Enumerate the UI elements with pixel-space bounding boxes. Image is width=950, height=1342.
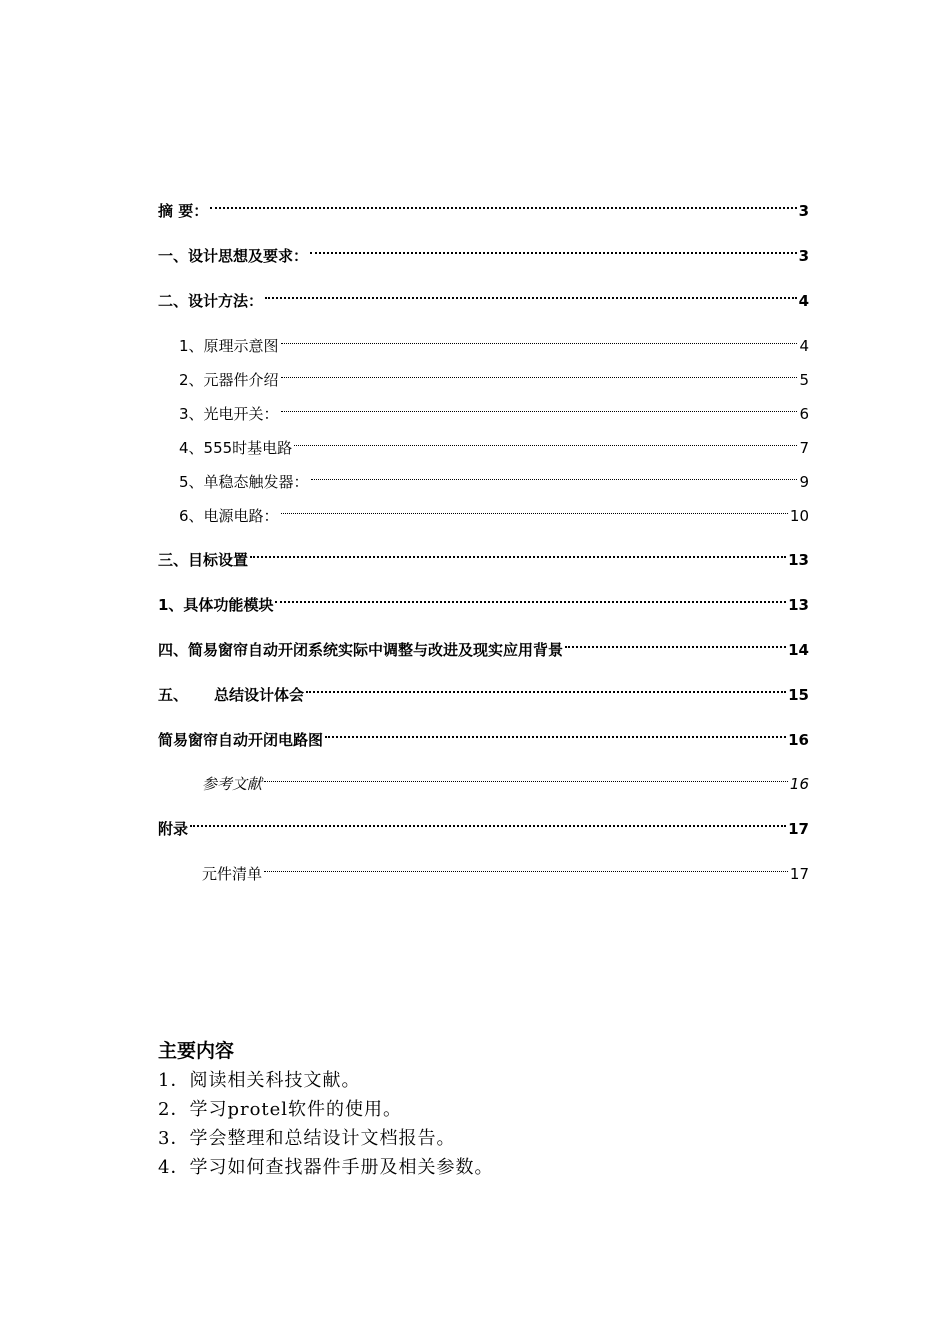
toc-entry-label: 参考文献 [202, 775, 263, 793]
main-content-section [158, 1036, 808, 1182]
toc-leader-dots [565, 646, 786, 648]
toc-entry-label-prefix: 五、 [158, 686, 189, 704]
toc-entry-page: 15 [788, 686, 809, 704]
toc-leader-dots [281, 411, 798, 412]
toc-entry-label: 四、简易窗帘自动开闭系统实际中调整与改进及现实应用背景 [158, 641, 564, 659]
main-content-item: 3．学会整理和总结设计文档报告。 [158, 1128, 456, 1149]
toc-entry-page: 4 [798, 292, 809, 310]
toc-entry-label: 三、目标设置 [158, 551, 249, 569]
toc-entry-page: 16 [788, 731, 809, 749]
toc-leader-dots [306, 691, 786, 693]
toc-entry-label: 附录 [158, 820, 189, 838]
toc-entry-function-modules[interactable] [158, 590, 809, 620]
toc-leader-dots [264, 781, 788, 782]
toc-entry-circuit-diagram[interactable] [158, 725, 809, 755]
main-content-item: 2．学习protel软件的使用。 [158, 1099, 403, 1120]
toc-leader-dots [275, 601, 786, 603]
toc-entry-label: 2、元器件介绍 [179, 371, 279, 389]
toc-entry-page: 10 [789, 507, 809, 525]
toc-leader-dots [265, 297, 797, 299]
toc-entry-page: 4 [799, 337, 809, 355]
toc-entry-page: 7 [799, 439, 809, 457]
toc-entry-page: 17 [788, 820, 809, 838]
toc-leader-dots [281, 343, 798, 344]
toc-entry-label: 3、光电开关： [179, 405, 279, 423]
toc-leader-dots [310, 252, 797, 254]
main-content-item: 1．阅读相关科技文献。 [158, 1070, 361, 1091]
main-content-item: 4．学习如何查找器件手册及相关参数。 [158, 1157, 494, 1178]
toc-entry-label: 一、设计思想及要求： [158, 247, 309, 265]
toc-entry-label: 6、电源电路： [179, 507, 279, 525]
toc-entry-label: 简易窗帘自动开闭电路图 [158, 731, 324, 749]
toc-leader-dots [190, 825, 786, 827]
toc-entry-page: 17 [789, 865, 809, 883]
toc-entry-label: 二、设计方法： [158, 292, 264, 310]
toc-entry-schematic[interactable] [179, 331, 809, 361]
toc-entry-label: 元件清单 [202, 865, 263, 883]
toc-leader-dots [281, 513, 788, 514]
toc-entry-page: 13 [788, 551, 809, 569]
toc-entry-label: 4、555时基电路 [179, 439, 293, 457]
toc-entry-design-idea[interactable] [158, 241, 809, 271]
toc-entry-page: 3 [798, 247, 809, 265]
toc-entry-label: 1、原理示意图 [179, 337, 279, 355]
toc-leader-dots [210, 207, 796, 209]
toc-entry-component-list[interactable] [202, 859, 809, 889]
main-content-title: 主要内容 [158, 1040, 235, 1062]
toc-entry-label: 1、具体功能模块 [158, 596, 274, 614]
toc-entry-page: 3 [798, 202, 809, 220]
toc-entry-power-circuit[interactable] [179, 501, 809, 531]
toc-entry-page: 13 [788, 596, 809, 614]
toc-entry-appendix[interactable] [158, 814, 809, 844]
toc-leader-dots [264, 871, 788, 872]
toc-entry-target-settings[interactable] [158, 545, 809, 575]
toc-entry-page: 5 [799, 371, 809, 389]
toc-leader-dots [250, 556, 786, 558]
toc-entry-components[interactable] [179, 365, 809, 395]
toc-leader-dots [281, 377, 798, 378]
toc-entry-page: 6 [799, 405, 809, 423]
toc-entry-label: 5、单稳态触发器： [179, 473, 309, 491]
toc-entry-adjustment-improvement[interactable] [158, 635, 809, 665]
toc-entry-references[interactable] [202, 769, 809, 799]
toc-entry-page: 16 [789, 775, 809, 793]
toc-leader-dots [325, 736, 786, 738]
toc-entry-page: 14 [788, 641, 809, 659]
toc-entry-monostable[interactable] [179, 467, 809, 497]
toc-entry-abstract[interactable] [158, 196, 809, 226]
toc-leader-dots [294, 445, 797, 446]
toc-entry-label: 总结设计体会 [214, 686, 305, 704]
toc-entry-label: 摘 要： [158, 202, 209, 220]
toc-leader-dots [311, 479, 798, 480]
toc-entry-555-timer[interactable] [179, 433, 809, 463]
toc-entry-page: 9 [799, 473, 809, 491]
toc-entry-photoelectric-switch[interactable] [179, 399, 809, 429]
toc-entry-design-method[interactable] [158, 286, 809, 316]
toc-entry-summary[interactable] [158, 680, 809, 710]
